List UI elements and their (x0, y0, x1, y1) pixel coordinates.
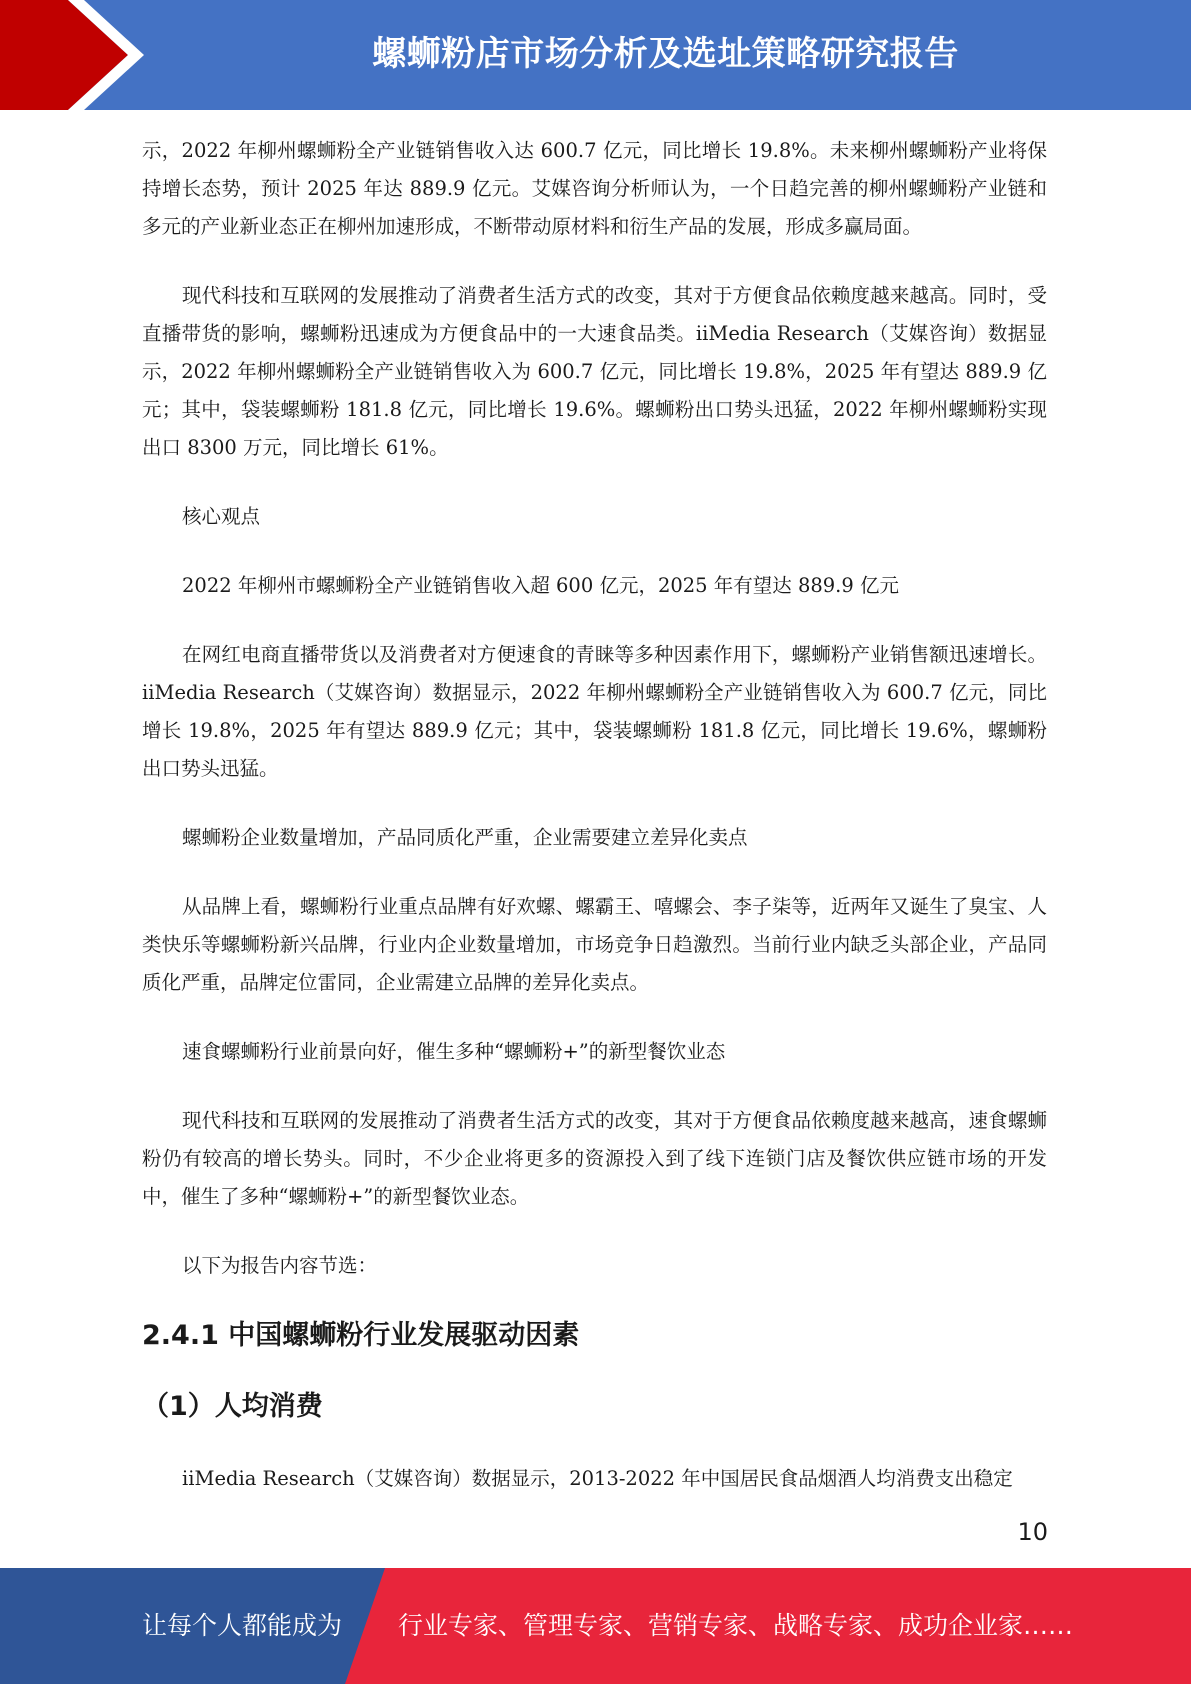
footer-slogan-left: 让每个人都能成为 (142, 1611, 343, 1640)
body-paragraph: 在网红电商直播带货以及消费者对方便速食的青睐等多种因素作用下，螺蛳粉产业销售额迅速增长。iiMedia Research（艾媒咨询）数据显示，2022 年柳州螺蛳粉全产业链销售收入为 600.7 亿元，同比增长 19.8%，2025 年有望达 889.9 亿元；其中，袋装螺蛳粉 181.8 亿元，同比增长 19.6%，螺蛳粉出口势头迅猛。 (142, 643, 1047, 780)
body-paragraph: 现代科技和互联网的发展推动了消费者生活方式的改变，其对于方便食品依赖度越来越高。同时，受直播带货的影响，螺蛳粉迅速成为方便食品中的一大速食品类。iiMedia Research（艾媒咨询）数据显示，2022 年柳州螺蛳粉全产业链销售收入为 600.7 亿元，同比增长 19.8%，2025 年有望达 889.9 亿元；其中，袋装螺蛳粉 181.8 亿元，同比增长 19.6%。螺蛳粉出口势头迅猛，2022 年柳州螺蛳粉实现出口 8300 万元，同比增长 61%。 (142, 284, 1047, 459)
page-footer (0, 1568, 1191, 1684)
footer-slogan-right: 行业专家、管理专家、营销专家、战略专家、成功企业家…… (398, 1611, 1074, 1640)
body-paragraph: 从品牌上看，螺蛳粉行业重点品牌有好欢螺、螺霸王、嘻螺会、李子柒等，近两年又诞生了臭宝、人类快乐等螺蛳粉新兴品牌，行业内企业数量增加，市场竞争日趋激烈。当前行业内缺乏头部企业，产品同质化严重，品牌定位雷同，企业需建立品牌的差异化卖点。 (142, 895, 1047, 994)
body-paragraph: 示，2022 年柳州螺蛳粉全产业链销售收入达 600.7 亿元，同比增长 19.8%。未来柳州螺蛳粉产业将保持增长态势，预计 2025 年达 889.9 亿元。艾媒咨询分析师认为，一个日趋完善的柳州螺蛳粉产业链和多元的产业新业态正在柳州加速形成，不断带动原材料和衍生产品的发展，形成多赢局面。 (142, 139, 1047, 238)
document-body (142, 132, 1047, 1529)
report-title: 螺蛳粉店市场分析及选址策略研究报告 (372, 34, 959, 74)
body-paragraph: iiMedia Research（艾媒咨询）数据显示，2013-2022 年中国居民食品烟酒人均消费支出稳定 (182, 1467, 1013, 1490)
page-header (0, 0, 1191, 110)
subsection-heading: （1）人均消费 (142, 1391, 323, 1422)
excerpt-intro: 以下为报告内容节选： (182, 1254, 378, 1277)
page-number: 10 (1017, 1518, 1048, 1546)
key-point-heading: 螺蛳粉企业数量增加，产品同质化严重，企业需要建立差异化卖点 (182, 826, 748, 849)
section-heading: 2.4.1 中国螺蛳粉行业发展驱动因素 (142, 1320, 580, 1351)
key-points-label: 核心观点 (182, 505, 261, 528)
body-paragraph: 现代科技和互联网的发展推动了消费者生活方式的改变，其对于方便食品依赖度越来越高，速食螺蛳粉仍有较高的增长势头。同时，不少企业将更多的资源投入到了线下连锁门店及餐饮供应链市场的开发中，催生了多种“螺蛳粉+”的新型餐饮业态。 (142, 1109, 1047, 1208)
header-arrow-decoration (0, 0, 160, 110)
key-point-heading: 速食螺蛳粉行业前景向好，催生多种“螺蛳粉+”的新型餐饮业态 (182, 1040, 726, 1063)
key-point-heading: 2022 年柳州市螺蛳粉全产业链销售收入超 600 亿元，2025 年有望达 889.9 亿元 (182, 574, 899, 597)
